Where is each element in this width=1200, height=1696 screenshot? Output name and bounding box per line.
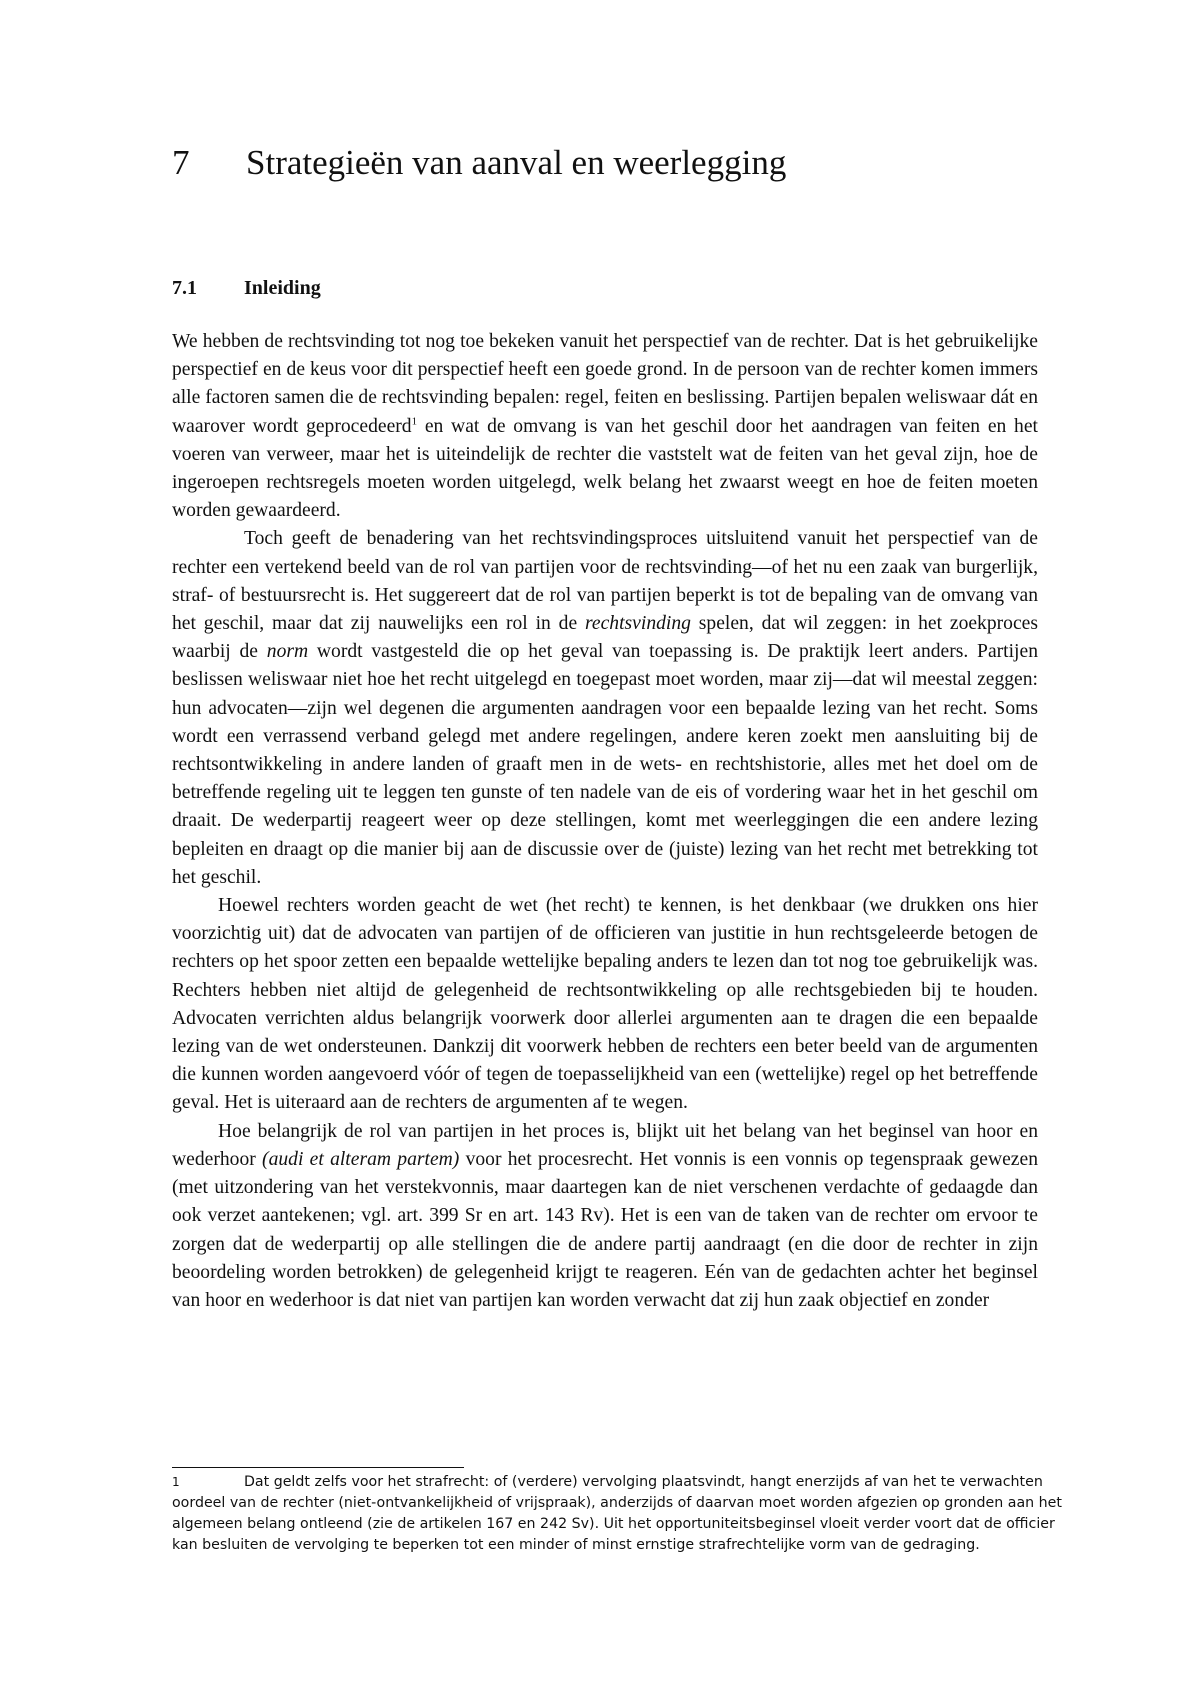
- paragraph-4-text-b: voor het procesrecht. Het vonnis is een vonnis op tegenspraak gewezen (met uitzondering van het verstekvonnis, maar daartegen kan de niet verschenen verdachte of gedaagde dan ook verzet aantekenen; vgl. art. 399 Sr en art. 143 Rv). Het is een van de taken van de rechter om ervoor te zorgen dat de wederpartij op alle stellingen die de andere partij aandraagt (en die door de rechter in zijn beoordeling worden betrokken) de gelegenheid krijgt te reageren. Eén van de gedachten achter het beginsel van hoor en wederhoor is dat niet van partijen kan worden verwacht dat zij hun zaak objectief en zonder: [172, 1148, 1038, 1311]
- footnote-number: 1: [172, 1475, 180, 1489]
- body-text: [172, 328, 1038, 1315]
- section-title: Inleiding: [244, 277, 321, 299]
- paragraph-2-text-c: wordt vastgesteld die op het geval van toepassing is. De praktijk leert anders. Partijen beslissen weliswaar niet hoe het recht uitgelegd en toegepast moet worden, maar zij—dat wil meestal zeggen: hun advocaten—zijn wel degenen die argumenten aandragen voor een bepaalde lezing van het recht. Soms wordt een verrassend verband gelegd met andere regelingen, andere keren zoekt men aansluiting bij de rechtsontwikkeling in andere landen of graaft men in de wets- en rechtshistorie, alles met het doel om de betreffende regeling uit te leggen ten gunste of ten nadele van de eis of vordering waar het in het geschil om draait. De wederpartij reageert weer op deze stellingen, komt met weerleggingen die een andere lezing bepleiten en draagt op die manier bij aan de discussie over de (juiste) lezing van het recht met betrekking tot het geschil.: [172, 641, 1038, 888]
- paragraph-1-text-a: We hebben de rechtsvinding tot nog toe bekeken vanuit het perspectief van de rechter. Dat is het gebruikelijke perspectief en de keus voor dit perspectief heeft een goede grond. In de persoon van de rechter komen immers alle factoren samen die de rechtsvinding bepalen: regel, feiten en beslissing. Partijen bepalen weliswaar dát en waarover wordt geprocedeerd: [172, 331, 1038, 437]
- footnote-separator: [172, 1467, 464, 1468]
- footnote-reference[interactable]: 1: [411, 415, 418, 428]
- emphasis-norm: norm: [266, 641, 309, 663]
- chapter-heading: [172, 142, 786, 184]
- chapter-title: Strategieën van aanval en weerlegging: [246, 143, 787, 182]
- paragraph-4-text-a: Hoe belangrijk de rol van partijen in het proces is, blijkt uit het belang van het beginsel van hoor en wederhoor: [172, 1120, 1038, 1170]
- emphasis-audi-et-alteram-partem: (audi et alteram partem): [262, 1148, 460, 1170]
- paragraph-1-text-b: en wat de omvang is van het geschil door het aandragen van feiten en het voeren van verweer, maar het is uiteindelijk de rechter die vaststelt wat de feiten van het geval zijn, hoe de ingeroepen rechtsregels moeten worden uitgelegd, welk belang het zwaarst weegt en hoe de feiten moeten worden gewaardeerd.: [172, 415, 1038, 522]
- footnote-text: Dat geldt zelfs voor het strafrecht: of (verdere) vervolging plaatsvindt, hangt enerzijds af van het te verwachten oordeel van de rechter (niet-ontvankelijkheid of vrijspraak), anderzijds of daarvan moet worden afgezien op gronden aan het algemeen belang ontleend (zie de artikelen 167 en 242 Sv). Uit het opportuniteitsbeginsel vloeit verder voort dat de officier kan besluiten de vervolging te beperken tot een minder of minst ernstige strafrechtelijke vorm van de gedraging.: [172, 1474, 1062, 1553]
- footnote: [172, 1472, 1072, 1556]
- paragraph-3: Hoewel rechters worden geacht de wet (het recht) te kennen, is het denkbaar (we drukken ons hier voorzichtig uit) dat de advocaten van partijen of de officieren van justitie in hun rechtsgeleerde betogen de rechters op het spoor zetten een bepaalde wettelijke bepaling anders te lezen dan tot nog toe gebruikelijk was. Rechters hebben niet altijd de gelegenheid de rechtsontwikkeling op alle rechtsgebieden bij te houden. Advocaten verrichten aldus belangrijk voorwerk door allerlei argumenten aan te dragen die een bepaalde lezing van de wet ondersteunen. Dankzij dit voorwerk hebben de rechters een beter beeld van de argumenten die kunnen worden aangevoerd vóór of tegen de toepasselijkheid van een (wettelijke) regel op het betreffende geval. Het is uiteraard aan de rechters de argumenten af te wegen.: [172, 895, 1038, 1114]
- paragraph-1: [172, 328, 1038, 525]
- paragraph-2-text-a: Toch geeft de benadering van het rechtsvindingsproces uitsluitend vanuit het perspectief van de rechter een vertekend beeld van de rol van partijen voor de rechtsvinding—of het nu een zaak van burgerlijk, straf- of bestuursrecht is. Het suggereert dat de rol van partijen beperkt is tot de bepaling van de omvang van het geschil, maar dat zij nauwelijks een rol in de: [172, 528, 1038, 635]
- chapter-number: 7: [172, 143, 190, 182]
- paragraph-2-text-b: spelen, dat wil zeggen: in het zoekproces waarbij de: [172, 613, 1038, 663]
- emphasis-rechtsvinding: rechtsvinding: [585, 613, 691, 635]
- section-heading: [172, 277, 321, 300]
- section-number: 7.1: [172, 277, 197, 299]
- paragraph-4: [172, 1118, 1038, 1315]
- paragraph-2: [172, 525, 1038, 892]
